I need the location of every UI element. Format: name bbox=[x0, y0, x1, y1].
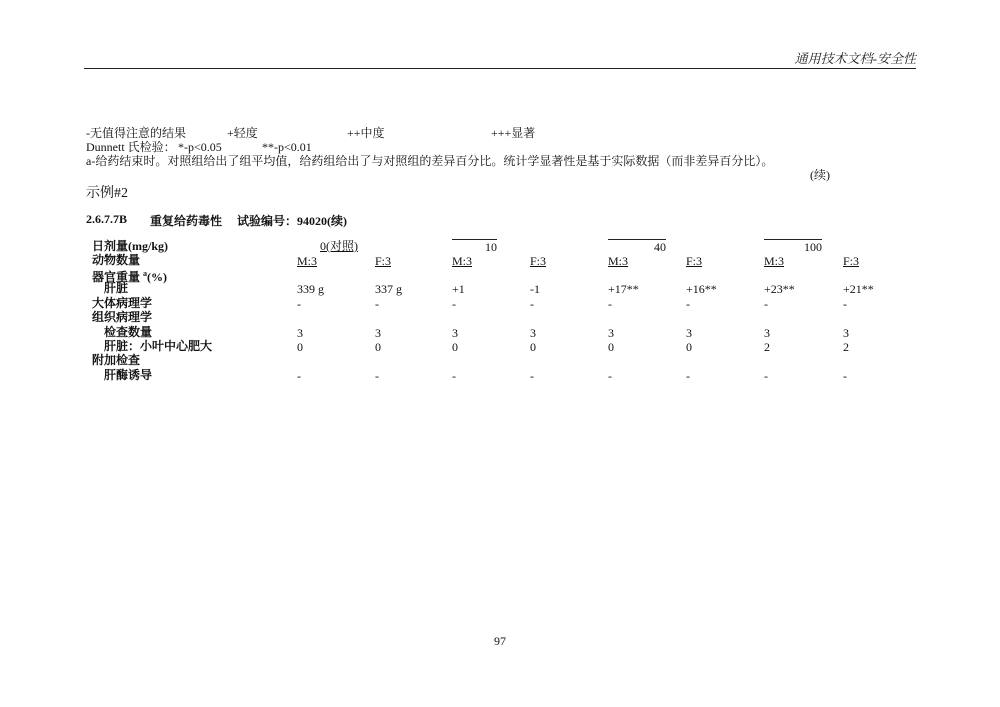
table-cell: - bbox=[843, 296, 847, 311]
table-cell: +23** bbox=[764, 282, 795, 297]
animals-label: 动物数量 bbox=[92, 253, 141, 267]
table-cell: - bbox=[452, 296, 456, 311]
table-cell: 0 bbox=[297, 340, 303, 354]
table-cell: - bbox=[297, 296, 301, 311]
table-cell: - bbox=[764, 296, 768, 311]
section-number: 2.6.7.7B bbox=[86, 212, 128, 226]
table-cell: 3 bbox=[764, 325, 770, 340]
row-label: 肝脏：小叶中心肥大 bbox=[104, 339, 213, 353]
table-cell: - bbox=[530, 368, 534, 383]
table-cell: 0 bbox=[686, 340, 692, 354]
row-label: 检查数量 bbox=[104, 324, 153, 339]
row-label-text: 器官重量 bbox=[92, 270, 144, 284]
table-cell: 339 g bbox=[297, 282, 324, 297]
table-cell: 3 bbox=[843, 325, 849, 340]
table-cell: 3 bbox=[375, 325, 381, 340]
legend-none: -无值得注意的结果 bbox=[86, 126, 186, 140]
table-cell: - bbox=[843, 368, 847, 383]
row-label: 组织病理学 bbox=[92, 310, 153, 325]
sex-col-2: F:3 bbox=[375, 254, 392, 268]
table-cell: 337 g bbox=[375, 282, 402, 297]
table-cell: 3 bbox=[608, 325, 614, 340]
example-label: 示例#2 bbox=[86, 186, 128, 201]
row-label: 肝酶诱导 bbox=[104, 367, 153, 382]
dose-label: 日剂量(mg/kg) bbox=[92, 239, 168, 253]
table-cell: - bbox=[764, 368, 768, 383]
sex-col-6: F:3 bbox=[686, 254, 703, 268]
footnote-marker: a bbox=[143, 269, 148, 278]
table-cell: -1 bbox=[530, 282, 540, 297]
table-cell: 3 bbox=[297, 325, 303, 340]
table-cell: - bbox=[608, 368, 612, 383]
table-cell: 0 bbox=[608, 340, 614, 354]
legend-moderate: ++中度 bbox=[347, 126, 385, 140]
sex-col-7: M:3 bbox=[764, 254, 785, 268]
table-cell: - bbox=[297, 368, 301, 383]
table-cell: +1 bbox=[452, 282, 465, 297]
dose-header-10: 10 bbox=[452, 239, 497, 254]
dose-header-0: 0(对照) bbox=[320, 239, 358, 253]
table-cell: - bbox=[608, 296, 612, 311]
table-cell: 3 bbox=[686, 325, 692, 340]
table-cell: 0 bbox=[375, 340, 381, 354]
section-title: 重复给药毒性 bbox=[150, 214, 223, 228]
legend-p01: **-p<0.01 bbox=[262, 140, 312, 154]
sex-col-4: F:3 bbox=[530, 254, 547, 268]
sex-col-1: M:3 bbox=[297, 254, 318, 268]
table-cell: 0 bbox=[452, 340, 458, 354]
table-cell: +16** bbox=[686, 282, 717, 297]
document-header-title: 通用技术文档-安全性 bbox=[794, 51, 916, 66]
continued-label: (续) bbox=[810, 168, 830, 182]
table-cell: +21** bbox=[843, 282, 874, 297]
table-cell: - bbox=[530, 296, 534, 311]
dose-header-100: 100 bbox=[764, 239, 822, 254]
table-cell: 2 bbox=[843, 340, 849, 354]
page-number: 97 bbox=[494, 634, 506, 648]
legend-p05: *-p<0.05 bbox=[178, 140, 222, 154]
table-cell: - bbox=[686, 368, 690, 383]
row-label-unit: (%) bbox=[147, 270, 168, 284]
dose-header-40: 40 bbox=[608, 239, 666, 254]
legend-footnote-a: a-给药结束时。对照组给出了组平均值，给药组给出了与对照组的差异百分比。统计学显著性是基于实际数据（而非差异百分比）。 bbox=[86, 154, 774, 168]
table-cell: - bbox=[375, 296, 379, 311]
table-cell: - bbox=[375, 368, 379, 383]
table-cell: - bbox=[452, 368, 456, 383]
sex-col-8: F:3 bbox=[843, 254, 860, 268]
row-label: 肝脏 bbox=[104, 281, 129, 296]
table-cell: 2 bbox=[764, 340, 770, 354]
legend-marked: +++显著 bbox=[491, 126, 536, 140]
study-number: 试验编号：94020(续) bbox=[237, 214, 347, 228]
sex-col-5: M:3 bbox=[608, 254, 629, 268]
table-cell: 3 bbox=[530, 325, 536, 340]
table-cell: - bbox=[686, 296, 690, 311]
row-label: 大体病理学 bbox=[92, 295, 153, 310]
row-label: 附加检查 bbox=[92, 353, 141, 368]
legend-dunnett: Dunnett 氏检验： bbox=[86, 140, 176, 154]
table-cell: 3 bbox=[452, 325, 458, 340]
table-cell: +17** bbox=[608, 282, 639, 297]
table-cell: 0 bbox=[530, 340, 536, 354]
legend-mild: +轻度 bbox=[227, 126, 258, 140]
sex-col-3: M:3 bbox=[452, 254, 473, 268]
header-rule bbox=[84, 68, 916, 69]
